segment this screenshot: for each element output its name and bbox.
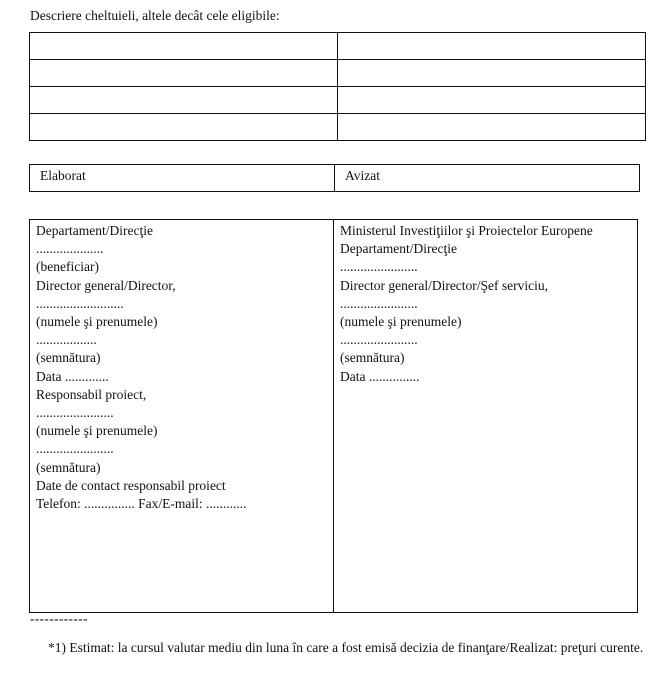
director-label: Director general/Director, — [36, 277, 176, 293]
director-name-blank: ....................... — [340, 295, 418, 311]
signature-caption: (semnătura) — [36, 350, 101, 366]
name-caption: (numele şi prenumele) — [340, 314, 462, 330]
expenses-heading: Descriere cheltuieli, altele decât cele eligibile: — [30, 8, 280, 23]
signature-caption: (semnătura) — [36, 459, 101, 475]
table-cell — [30, 87, 338, 114]
table-row — [30, 60, 646, 87]
avizat-column — [334, 220, 638, 613]
avizat-label: Avizat — [335, 165, 640, 192]
table-cell — [338, 114, 646, 141]
department-label: Departament/Direcţie — [340, 241, 457, 257]
table-cell — [338, 33, 646, 60]
signature-blank: ....................... — [340, 332, 418, 348]
signature-blank: ....................... — [36, 441, 114, 457]
date-field: Data ............. — [36, 368, 109, 384]
table-row — [30, 165, 640, 192]
contact-label: Date de contact responsabil proiect — [36, 477, 226, 493]
footnote-text: *1) Estimat: la cursul valutar mediu din luna în care a fost emisă decizia de finanţare/Realizat: preţuri curente. — [48, 640, 644, 655]
project-manager-name-blank: ....................... — [36, 405, 114, 421]
table-row — [30, 33, 646, 60]
director-name-blank: .......................... — [36, 295, 124, 311]
expenses-table — [29, 32, 646, 141]
table-cell — [338, 60, 646, 87]
footnote — [30, 639, 650, 657]
table-cell — [30, 114, 338, 141]
footnote-divider: ------------ — [30, 611, 88, 626]
department-blank: ....................... — [340, 259, 418, 275]
table-cell — [30, 33, 338, 60]
elaborat-column — [30, 220, 334, 613]
table-row — [30, 220, 638, 613]
elaborat-label: Elaborat — [30, 165, 335, 192]
phone-fax-email-field: Telefon: ............... Fax/E-mail: ............ — [36, 496, 247, 512]
signature-caption: (semnătura) — [340, 350, 405, 366]
department-label: Departament/Direcţie — [36, 223, 153, 238]
table-row — [30, 87, 646, 114]
signature-blank: .................. — [36, 332, 97, 348]
name-caption: (numele şi prenumele) — [36, 423, 158, 439]
director-label: Director general/Director/Şef serviciu, — [340, 277, 549, 293]
name-caption: (numele şi prenumele) — [36, 314, 158, 330]
elaborat-avizat-header — [29, 164, 640, 192]
table-row — [30, 114, 646, 141]
department-blank: .................... — [36, 241, 104, 257]
ministry-name: Ministerul Investiţiilor şi Proiectelor Europene — [340, 223, 593, 238]
project-manager-label: Responsabil proiect, — [36, 386, 147, 402]
date-field: Data ............... — [340, 368, 420, 384]
signature-table — [29, 219, 638, 613]
table-cell — [30, 60, 338, 87]
table-cell — [338, 87, 646, 114]
beneficiary-label: (beneficiar) — [36, 259, 99, 275]
